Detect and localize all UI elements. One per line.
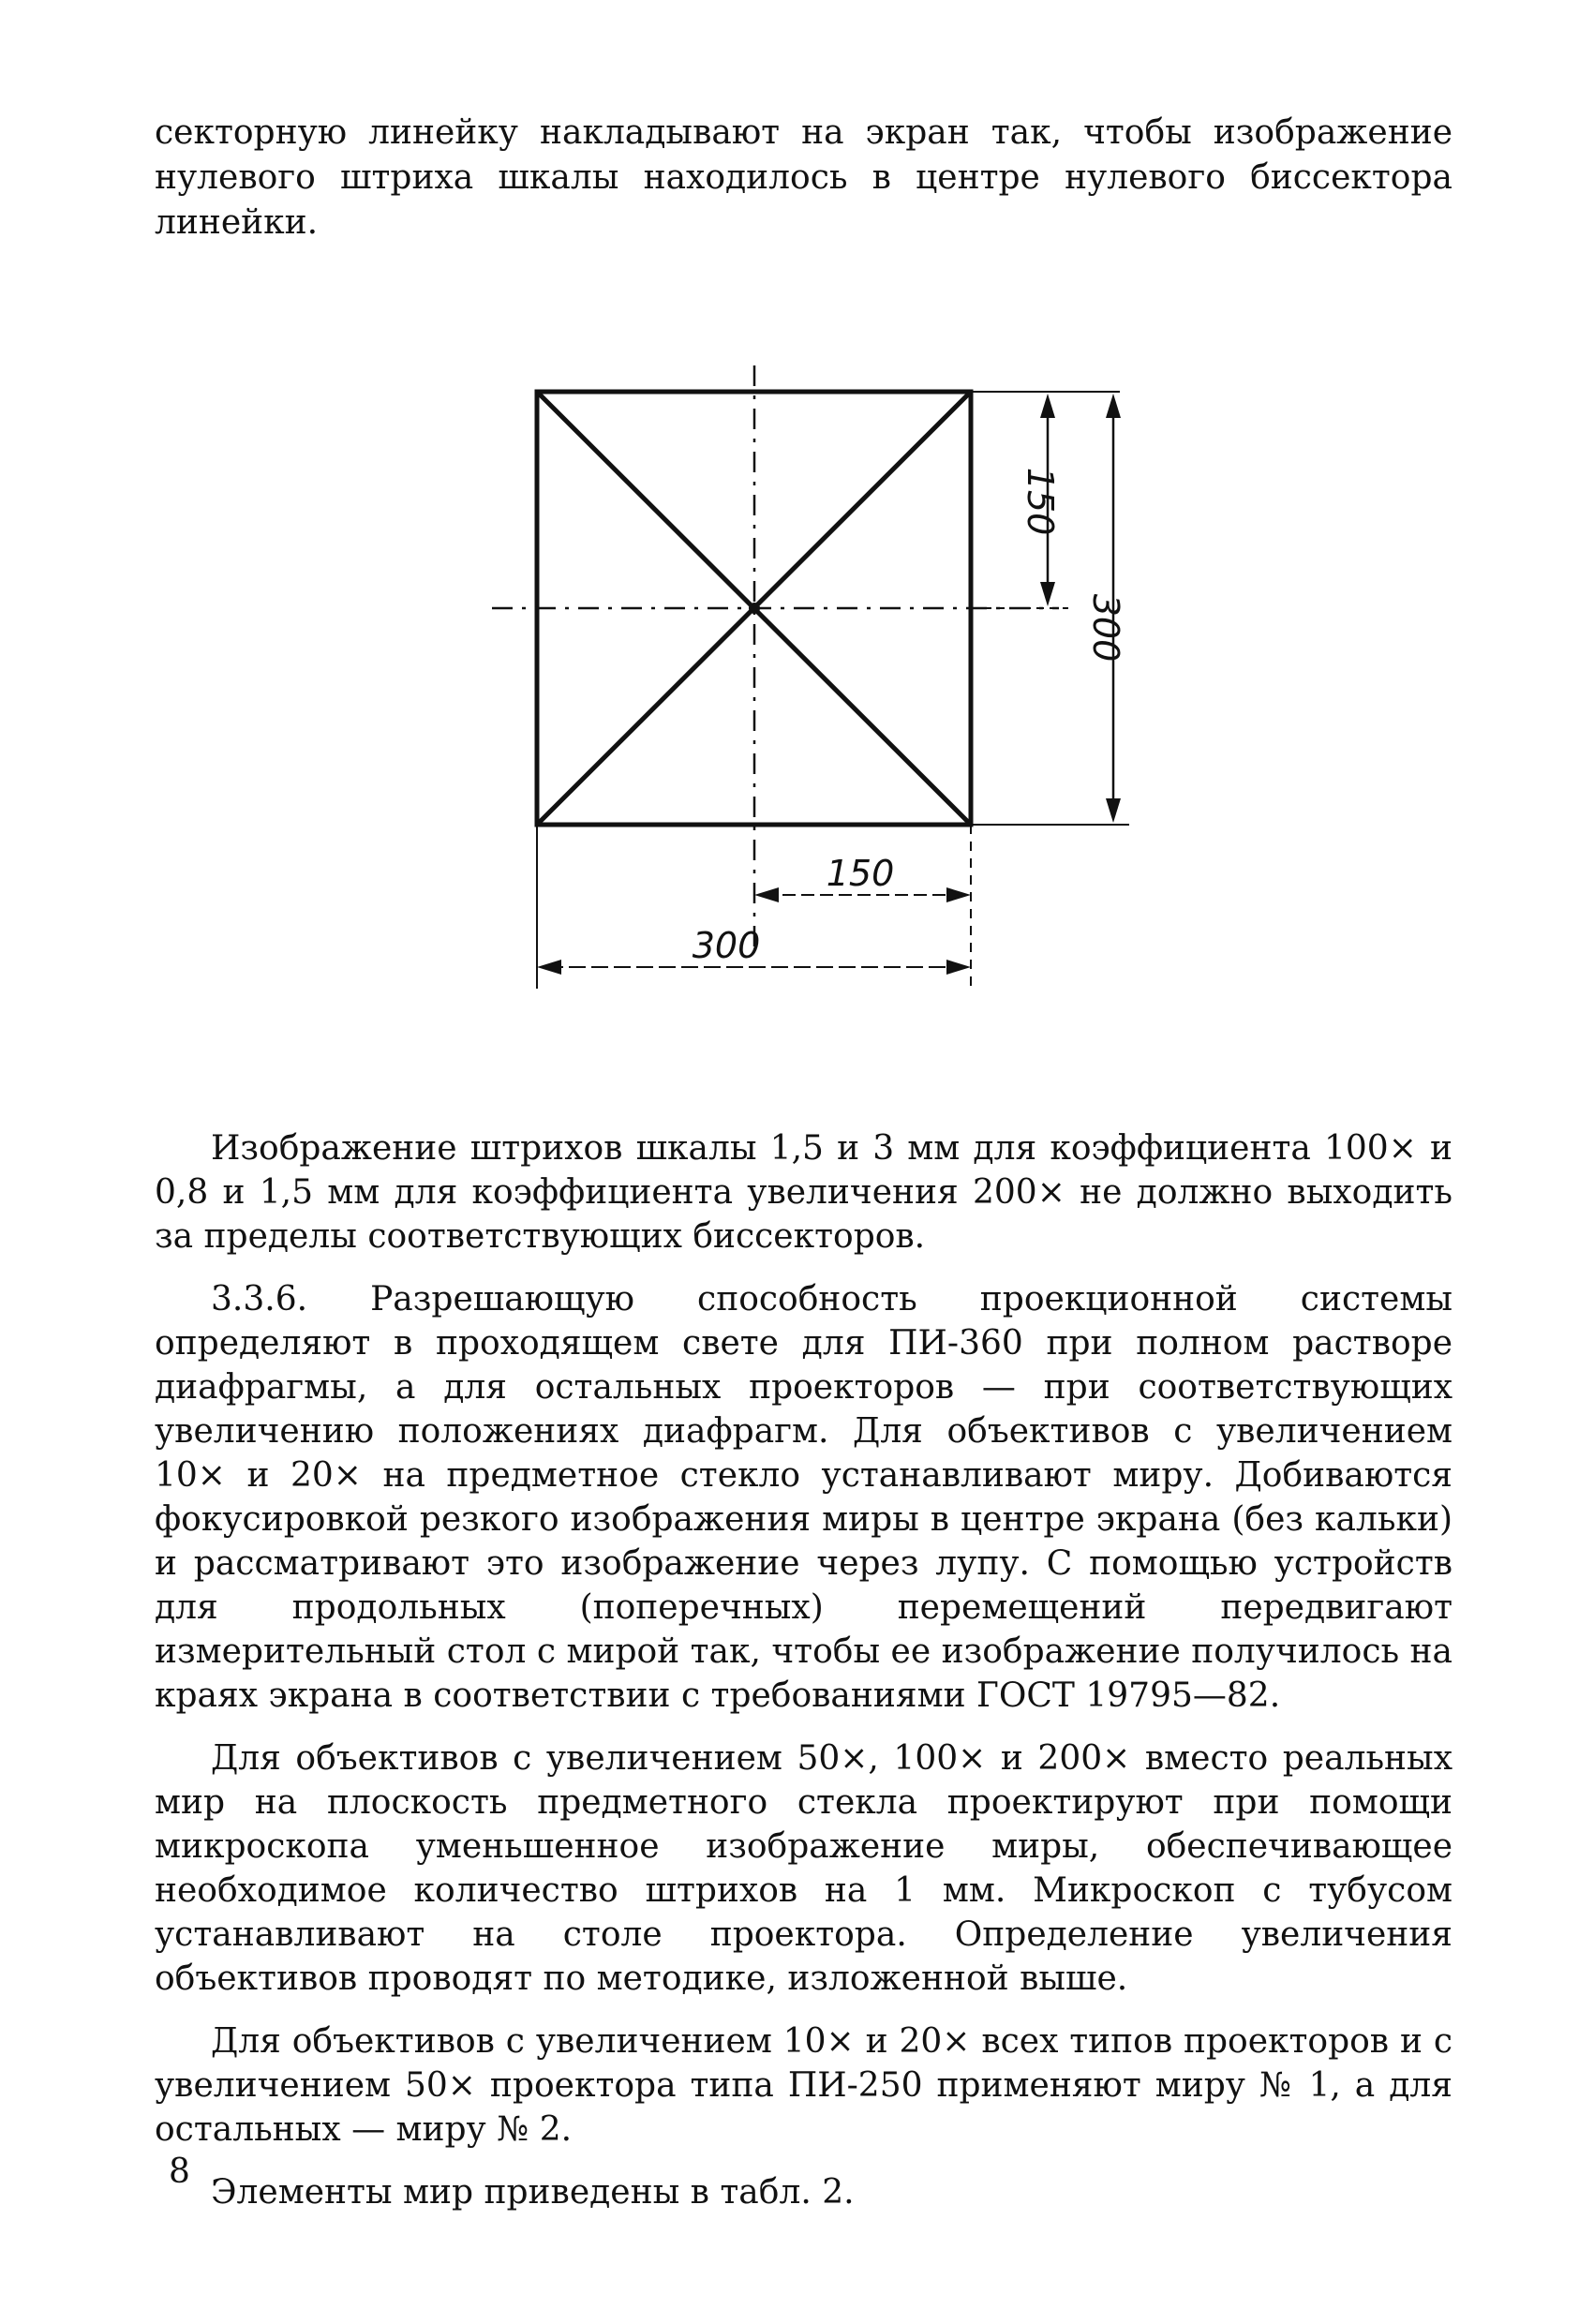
intro-paragraph: секторную линейку накладывают на экран так, чтобы изображение нулевого штриха шкалы находилось в центре нулевого биссектора линейки. <box>155 113 1452 242</box>
dimension-horizontal-150 <box>754 853 971 902</box>
paragraph-table-reference: Элементы мир приведены в табл. 2. <box>211 2173 855 2212</box>
dimension-horizontal-300 <box>537 925 971 975</box>
body-text <box>155 1126 1452 2233</box>
center-point <box>749 603 760 614</box>
paragraph-bisector-limits: Изображение штрихов шкалы 1,5 и 3 мм для коэффициента 100× и 0,8 и 1,5 мм для коэффициента увеличения 200× не должно выходить за пределы соответствующих биссекторов. <box>155 1129 1452 1256</box>
dim-vertical-half-label: 150 <box>1020 467 1061 536</box>
paragraph-mira-selection: Для объективов с увеличением 10× и 20× всех типов проекторов и с увеличением 50× проектора типа ПИ-250 применяют миру № 1, а для остальных — миру № 2. <box>155 2022 1452 2149</box>
dim-horizontal-half-label: 150 <box>826 853 895 894</box>
paragraph-high-magnification: Для объективов с увеличением 50×, 100× и 200× вместо реальных мир на плоскость предметного стекла проектируют при помощи микроскопа уменьшенное изображение миры, обеспечивающее необходимое количество штрихов на 1 мм. Микроскоп с тубусом устанавливают на столе проектора. Определение увеличения объективов проводят по методике, изложенной выше. <box>155 1739 1452 1998</box>
page-number: 8 <box>169 2153 190 2191</box>
sector-ruler-diagram <box>0 0 1594 1050</box>
dim-vertical-full-label: 300 <box>1085 593 1126 663</box>
dimension-vertical-300 <box>1085 394 1126 823</box>
dimension-vertical-150 <box>1020 394 1061 606</box>
paragraph-3-3-6: 3.3.6. Разрешающую способность проекционной системы определяют в проходящем свете для ПИ-360 при полном растворе диафрагмы, а для остальных проекторов — при соответствующих увеличению положениях диафрагм. Для объективов с увеличением 10× и 20× на предметное стекло устанавливают миру. Добиваются фокусировкой резкого изображения миры в центре экрана (без кальки) и рассматривают это изображение через лупу. С помощью устройств для продольных (поперечных) перемещений передвигают измерительный стол с мирой так, чтобы ее изображение получилось на краях экрана в соответствии с требованиями ГОСТ 19795—82. <box>155 1280 1452 1715</box>
dim-horizontal-full-label: 300 <box>692 925 761 966</box>
